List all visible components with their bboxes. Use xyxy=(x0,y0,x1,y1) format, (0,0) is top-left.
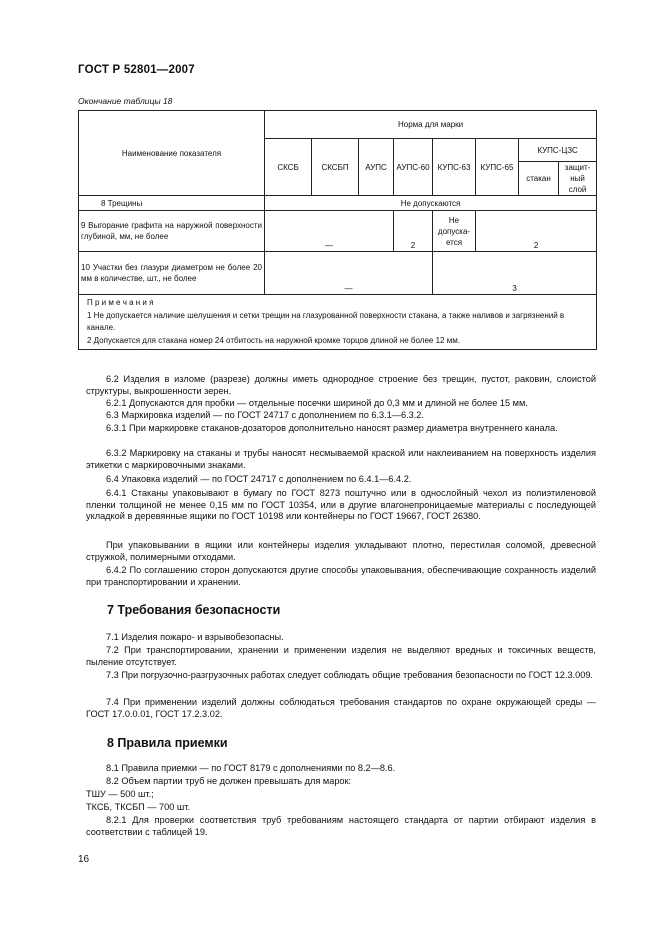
paragraph: ТШУ — 500 шт.; xyxy=(86,789,154,799)
notes-title: П р и м е ч а н и я xyxy=(87,298,154,307)
row-value: Не допуска-ется xyxy=(433,211,476,252)
table-notes xyxy=(79,295,597,350)
row-value: — xyxy=(265,252,433,295)
subheader-glass: стакан xyxy=(519,162,559,196)
paragraph: 7.1 Изделия пожаро- и взрывобезопасны. xyxy=(106,632,284,642)
section-heading-7: 7 Требования безопасности xyxy=(107,603,281,617)
row-value: 3 xyxy=(433,252,597,295)
col-header-name: Наименование показателя xyxy=(79,111,265,196)
subheader-protective-layer: защит-ный слой xyxy=(559,162,597,196)
note-item: 2 Допускается для стакана номер 24 отбитость на наружной кромке торцов длиной не более 12 мм. xyxy=(87,335,460,345)
paragraph: 6.4.1 Стаканы упаковывают в бумагу по ГОСТ 8273 поштучно или в однослойный чехол из полиэтиленовой пленки толщиной не менее 0,15 мм по ГОСТ 10354, или в другие влагонепроницаемые материалы с последующей укладкой в деревянные ящики по ГОСТ 10198 или контейнеры по ГОСТ 19667, ГОСТ 26380. xyxy=(86,488,596,522)
paragraph: 8.2 Объем партии труб не должен превышать для марок: xyxy=(106,776,352,786)
paragraph: 6.3 Маркировка изделий — по ГОСТ 24717 с дополнением по 6.3.1—6.3.2. xyxy=(106,410,424,420)
paragraph: 7.3 При погрузочно-разгрузочных работах следует соблюдать общие требования безопасности по ГОСТ 12.3.009. xyxy=(106,670,593,680)
row-value: Не допускаются xyxy=(265,196,597,211)
paragraph: 8.2.1 Для проверки соответствия труб требованиям настоящего стандарта от партии отбирают изделия в соответствии с таблицей 19. xyxy=(86,815,596,837)
note-item: 1 Не допускается наличие шелушения и сетки трещин на глазурованной поверхности стакана, а также наливов и загрязнений в канале. xyxy=(87,310,565,332)
paragraph: ТКСБ, ТКСБП — 700 шт. xyxy=(86,802,191,812)
paragraph: 6.2 Изделия в изломе (разрезе) должны иметь однородное строение без трещин, пустот, раковин, слоистой структуры, выкрошенности зерен. xyxy=(86,374,596,396)
paragraph: 6.4 Упаковка изделий — по ГОСТ 24717 с дополнением по 6.4.1—6.4.2. xyxy=(106,474,412,484)
paragraph: 6.3.1 При маркировке стаканов-дозаторов дополнительно наносят размер диаметра внутреннего канала. xyxy=(106,423,558,433)
row-value: 2 xyxy=(394,211,433,252)
mark-header: АУПС-60 xyxy=(394,139,433,196)
row-name: 8 Трещины xyxy=(79,196,265,211)
mark-header-kups-c3s: КУПС-ЦЗС xyxy=(519,139,597,162)
paragraph: 6.3.2 Маркировку на стаканы и трубы наносят несмываемой краской или наклеиванием на поверхность изделия этикетки с маркировочными знаками. xyxy=(86,448,596,470)
mark-header: АУПС xyxy=(359,139,394,196)
page-number: 16 xyxy=(78,854,90,865)
norm-header: Норма для марки xyxy=(265,111,597,139)
table-caption: Окончание таблицы 18 xyxy=(78,96,173,106)
mark-header: СКСБП xyxy=(312,139,359,196)
row-name: 10 Участки без глазури диаметром не более 20 мм в количестве, шт., не более xyxy=(79,252,265,295)
mark-header: КУПС-63 xyxy=(433,139,476,196)
specification-table xyxy=(78,110,597,350)
mark-header: СКСБ xyxy=(265,139,312,196)
document-header: ГОСТ Р 52801—2007 xyxy=(78,64,195,76)
row-value: 2 xyxy=(476,211,597,252)
row-value: — xyxy=(265,211,394,252)
mark-header: КУПС-65 xyxy=(476,139,519,196)
row-name: 9 Выгорание графита на наружной поверхности глубиной, мм, не более xyxy=(79,211,265,252)
paragraph: 6.4.2 По соглашению сторон допускаются другие способы упаковывания, обеспечивающие сохранность изделий при транспортировании и хранении. xyxy=(86,565,596,587)
paragraph: При упаковывании в ящики или контейнеры изделия укладывают плотно, перестилая соломой, древесной стружкой, полимерными отходами. xyxy=(86,540,596,562)
paragraph: 8.1 Правила приемки — по ГОСТ 8179 с дополнениями по 8.2—8.6. xyxy=(106,763,396,773)
paragraph: 6.2.1 Допускаются для пробки — отдельные посечки шириной до 0,3 мм и длиной не более 15 мм. xyxy=(106,398,528,408)
paragraph: 7.4 При применении изделий должны соблюдаться требования стандартов по охране окружающей среды — ГОСТ 17.0.0.01, ГОСТ 17.2.3.02. xyxy=(86,697,596,719)
section-heading-8: 8 Правила приемки xyxy=(107,736,228,750)
paragraph: 7.2 При транспортировании, хранении и применении изделия не выделяют вредных и токсичных веществ, пыление отсутствует. xyxy=(86,645,596,667)
